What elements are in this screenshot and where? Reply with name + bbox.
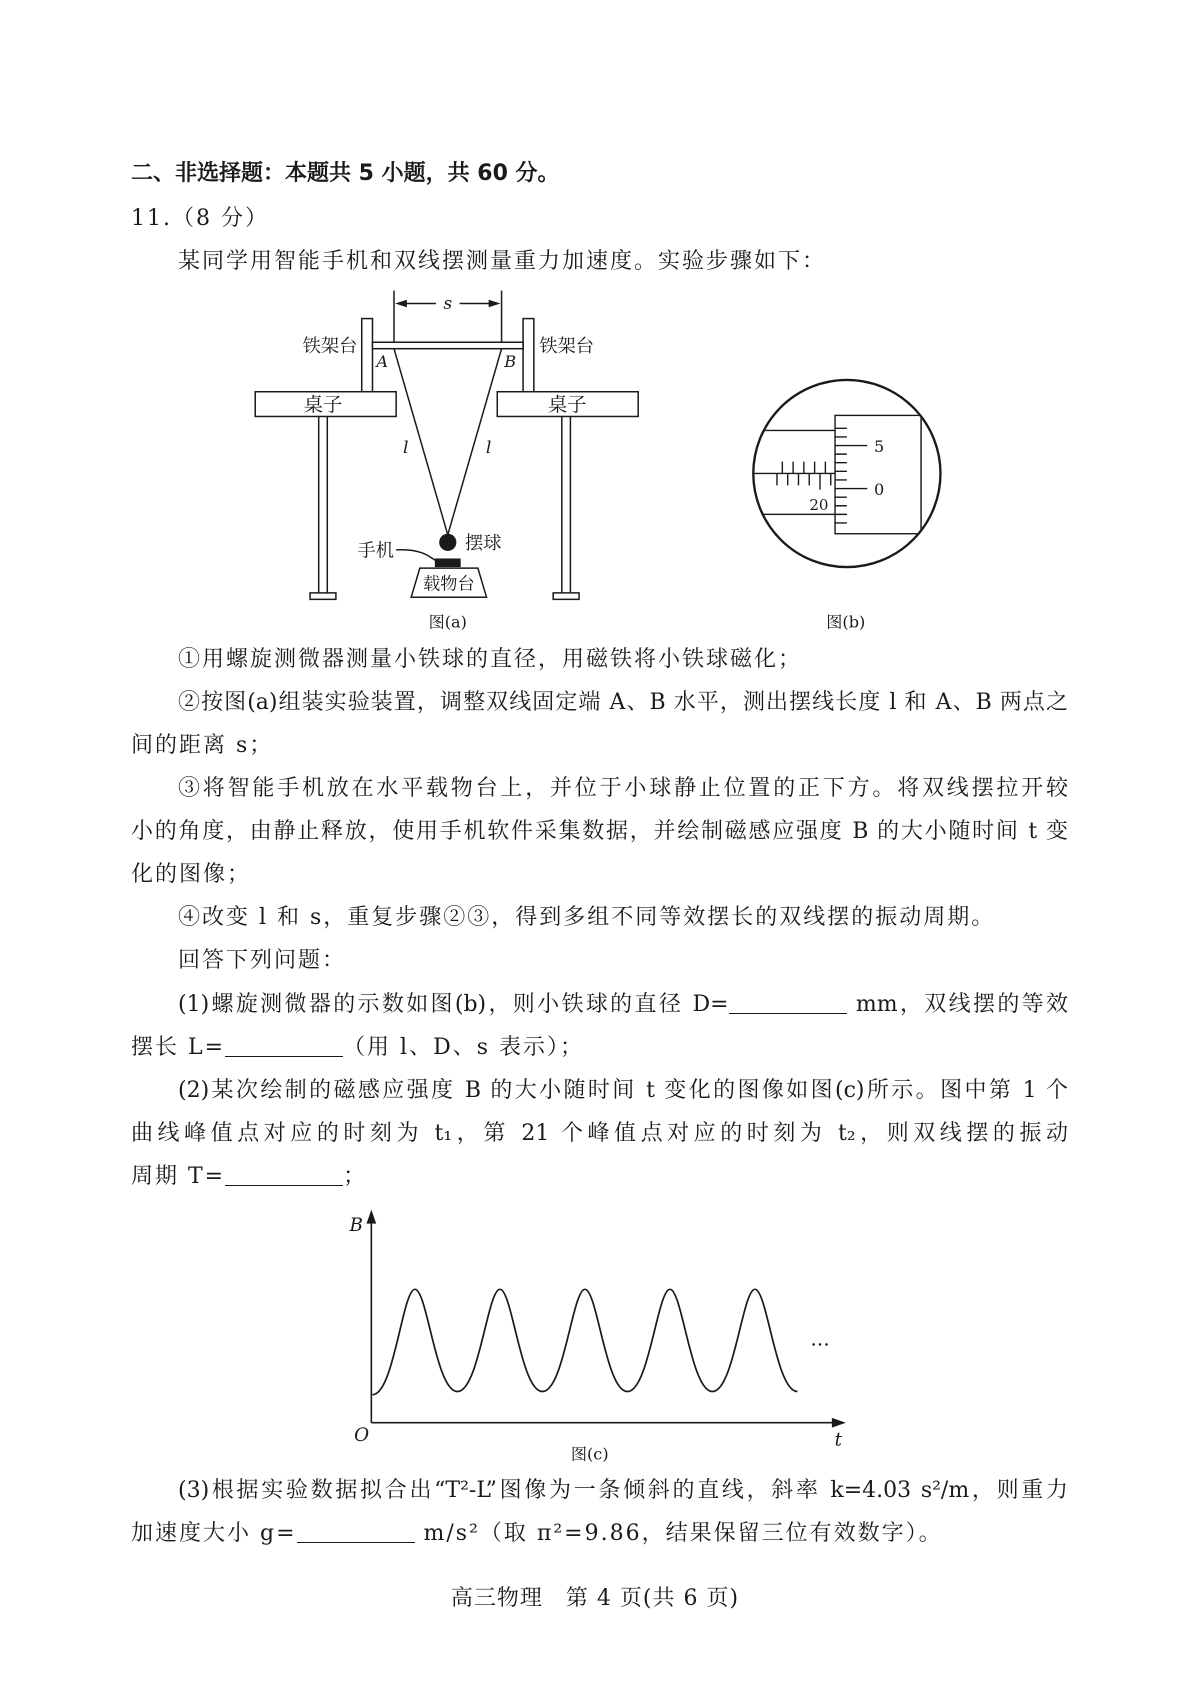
step-4: ④改变 l 和 s，重复步骤②③，得到多组不同等效摆长的双线摆的振动周期。 [178, 905, 996, 930]
q2-line-1: (2)某次绘制的磁感应强度 B 的大小随时间 t 变化的图像如图(c)所示。图中第 1 个 [178, 1078, 1068, 1103]
sleeve-label-20: 20 [809, 496, 829, 515]
phone-label: 手机 [357, 540, 394, 562]
y-axis-label: B [349, 1215, 364, 1237]
step-3-line-1: ③将智能手机放在水平载物台上，并位于小球静止位置的正下方。将双线摆拉开较 [178, 776, 1068, 801]
question-intro: 某同学用智能手机和双线摆测量重力加速度。实验步骤如下： [178, 249, 827, 274]
figure-a-caption: 图(a) [428, 612, 467, 632]
answer-blank-gravity [297, 1522, 415, 1543]
y-axis-arrow [367, 1210, 377, 1224]
step-3-line-3: 化的图像； [131, 862, 252, 887]
page-footer: 高三物理 第 4 页(共 6 页) [450, 1586, 740, 1611]
answer-prompt: 回答下列问题： [178, 948, 347, 973]
point-b-label: B [504, 351, 517, 371]
x-axis-arrow [832, 1418, 846, 1428]
string-right [448, 349, 502, 535]
table-foot-right [553, 593, 579, 599]
thimble-label-5: 5 [874, 436, 885, 456]
answer-blank-length [225, 1036, 343, 1057]
figure-a [255, 291, 638, 632]
stand-label-left: 铁架台 [302, 335, 358, 357]
figure-c-caption: 图(c) [570, 1444, 609, 1464]
q1-line-2-text: 摆长 L= [131, 1035, 226, 1060]
q1-line-1 [178, 989, 1068, 1021]
q2-line-2: 曲线峰值点对应的时刻为 t₁，第 21 个峰值点对应的时刻为 t₂，则双线摆的振动 [131, 1121, 1068, 1146]
stand-post-left [362, 319, 373, 392]
phone-leader-line [396, 550, 436, 561]
horizontal-rod [372, 342, 523, 348]
answer-blank-period [225, 1165, 343, 1186]
figure-b [743, 380, 958, 631]
figure-a-b [242, 282, 958, 637]
s-arrow-right [489, 300, 501, 308]
x-axis-label: t [834, 1429, 843, 1451]
ball-label: 摆球 [464, 532, 502, 554]
figure-c [339, 1200, 861, 1469]
section-heading: 二、非选择题：本题共 5 小题，共 60 分。 [131, 161, 560, 186]
figure-b-caption: 图(b) [826, 612, 866, 632]
table-label-right: 桌子 [547, 393, 587, 417]
micrometer-thimble [835, 415, 921, 533]
stage-label: 载物台 [423, 574, 475, 595]
point-a-label: A [376, 351, 388, 371]
q2-line-3 [131, 1161, 367, 1193]
step-1: ①用螺旋测微器测量小铁球的直径，用磁铁将小铁球磁化； [178, 647, 803, 672]
stand-label-right: 铁架台 [539, 335, 595, 357]
q3-line-2 [131, 1518, 943, 1550]
q3-line-2-tail: m/s²（取 π²=9.86，结果保留三位有效数字）。 [414, 1521, 943, 1546]
string-length-label-right: l [485, 438, 492, 459]
question-number: 11.（8 分） [131, 206, 269, 231]
q2-line-3-tail: ； [343, 1164, 368, 1189]
pendulum-ball [439, 534, 456, 551]
step-2-line-1: ②按图(a)组装实验装置，调整双线固定端 A、B 水平，测出摆线长度 l 和 A、B 两点之 [178, 690, 1068, 715]
continuation-dots: … [810, 1327, 830, 1351]
thimble-label-0: 0 [874, 480, 885, 499]
table-label-left: 桌子 [303, 393, 343, 417]
q1-line-1-text: (1)螺旋测微器的示数如图(b)，则小铁球的直径 D= [178, 992, 729, 1017]
q1-line-1-tail: mm，双线摆的等效 [846, 992, 1068, 1017]
b-t-curve [372, 1289, 797, 1394]
q2-line-3-text: 周期 T= [131, 1164, 226, 1189]
table-foot-left [310, 593, 336, 599]
q3-line-1: (3)根据实验数据拟合出“T²-L”图像为一条倾斜的直线，斜率 k=4.03 s²/m，则重力 [178, 1478, 1068, 1503]
answer-blank-diameter [729, 993, 847, 1014]
step-2-line-2: 间的距离 s； [131, 733, 274, 758]
q1-line-2-tail: （用 l、D、s 表示）； [343, 1035, 584, 1060]
step-3-line-2: 小的角度，由静止释放，使用手机软件采集数据，并绘制磁感应强度 B 的大小随时间 t 变 [131, 819, 1068, 844]
s-label: s [443, 293, 453, 314]
origin-label: O [354, 1425, 370, 1447]
q3-line-2-text: 加速度大小 g= [131, 1521, 297, 1546]
q1-line-2 [131, 1032, 584, 1064]
string-length-label-left: l [403, 438, 409, 459]
stand-post-right [523, 319, 534, 392]
s-arrow-left [395, 300, 407, 308]
string-left [394, 349, 448, 535]
phone [435, 558, 461, 567]
